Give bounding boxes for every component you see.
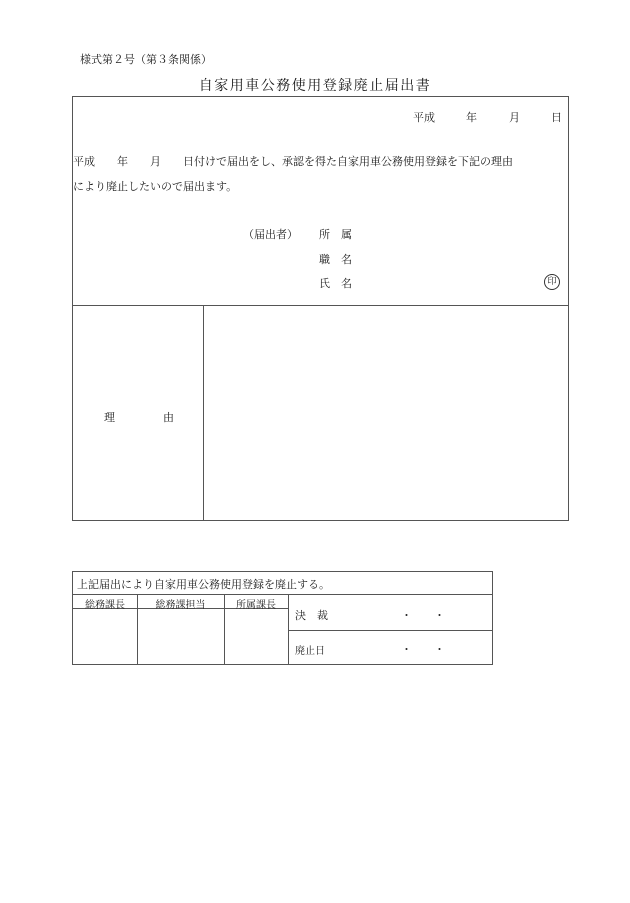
- reason-label-left: 理: [104, 411, 115, 424]
- col-header-department-chief: 所属課長: [236, 600, 276, 611]
- approval-statement: 上記届出により自家用車公務使用登録を廃止する。: [77, 578, 330, 591]
- stamp-cell-general-affairs-chief[interactable]: [74, 610, 136, 664]
- approval-divider: [73, 594, 492, 595]
- request-form-box: [72, 96, 569, 521]
- abolition-date-dots: ・ ・: [401, 643, 445, 656]
- date-era: 平成: [413, 111, 435, 124]
- applicant-label: （届出者）: [243, 228, 298, 241]
- reason-input-area[interactable]: [204, 306, 568, 520]
- col-header-general-affairs-chief: 総務課長: [85, 600, 125, 611]
- date-year: 年: [466, 111, 477, 124]
- stamp-cell-general-affairs-staff[interactable]: [138, 610, 223, 664]
- position-label: 職 名: [319, 253, 352, 266]
- date-day: 日: [551, 111, 562, 124]
- decision-label: 決 裁: [295, 609, 328, 622]
- document-title: 自家用車公務使用登録廃止届出書: [198, 78, 432, 94]
- approval-table: [72, 571, 493, 665]
- reason-label-right: 由: [163, 411, 174, 424]
- request-body-line2: により廃止したいので届出ます。: [73, 180, 238, 193]
- decision-date-dots: ・ ・: [401, 609, 445, 622]
- request-body-line1: 平成 年 月 日付けで届出をし、承認を得た自家用車公務使用登録を下記の理由: [73, 155, 513, 168]
- date-month: 月: [509, 111, 520, 124]
- right-block-divider: [288, 630, 492, 631]
- form-number-label: 様式第２号（第３条関係）: [80, 53, 212, 66]
- stamp-cell-department-chief[interactable]: [225, 610, 287, 664]
- col-divider-3: [288, 594, 289, 664]
- col-header-general-affairs-staff: 総務課担当: [155, 600, 206, 611]
- seal-mark-icon: 印: [544, 274, 560, 290]
- affiliation-label: 所 属: [319, 228, 352, 241]
- name-label: 氏 名: [319, 277, 352, 290]
- abolition-date-label: 廃止日: [295, 646, 325, 657]
